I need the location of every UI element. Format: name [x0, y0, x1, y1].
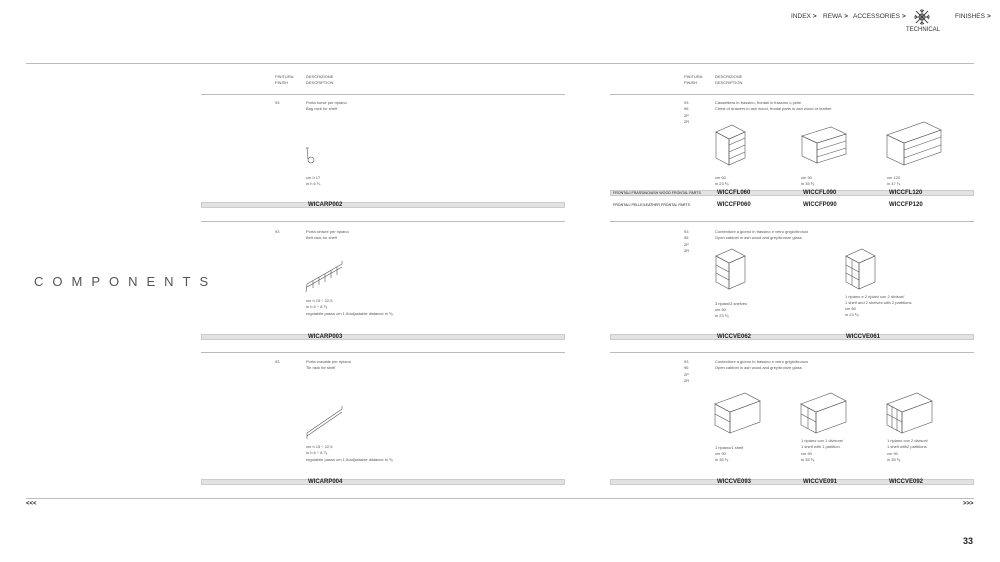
top-rule [26, 63, 974, 64]
finish-code: 2R [684, 378, 690, 383]
dim-line: cm 60 [715, 307, 726, 312]
chest-90-drawing [801, 126, 847, 166]
open-cabinet-093-drawing [714, 392, 762, 434]
product-code: WICCFL090 [803, 190, 837, 196]
dim-line: 1 ripiano/1 shelf [715, 445, 744, 450]
chevron-right-icon: > [901, 13, 906, 20]
frontal-label: FRONTALI FRASSINO/ASH WOOD FRONTAL PARTS [613, 191, 701, 195]
desc-en: Tie rack for shelf [306, 365, 336, 370]
desc-en: Open cabinet in ash wood and grey/bronze glass [715, 235, 802, 240]
open-cabinet-061-drawing [845, 248, 877, 292]
nav-technical-label: TECHNICAL [906, 27, 941, 33]
dim-line: cm 60 [715, 175, 726, 180]
dim-line: cm 120 [887, 175, 901, 180]
dim-line: regolabile passo cm 1,5/adjustable distance in ⁵⁄₈ [306, 457, 393, 462]
finish-code: 2P [684, 113, 689, 118]
nav-rewa-label: REWA [823, 13, 843, 20]
product-code: WICCVE091 [803, 479, 838, 485]
frontal-label: FRONTALI PELLE/LEATHER FRONTAL PARTS [613, 203, 691, 207]
open-cabinet-091-drawing [800, 392, 848, 434]
product-code: WICCVE061 [846, 334, 881, 340]
product-code-bar [201, 334, 565, 340]
desc-it: Porta borse per ripiano [306, 100, 347, 105]
dim-line: cm h 17 [306, 175, 321, 180]
desc-it: Contenitore a giorno in frassino e vetro grigio/bronzo [715, 359, 809, 364]
header-finish: FINITURA FINISH [684, 74, 703, 85]
desc-it: Porta cinture per ripiano [306, 229, 349, 234]
row-rule [201, 221, 565, 222]
nav-accessories[interactable] [853, 13, 906, 20]
desc-en: Bag rack for shelf [306, 106, 338, 111]
desc-en: Chest of drawers in ash wood, frontal parts in ash wood or leather [715, 106, 832, 111]
right-header-rule [610, 94, 974, 95]
dim-line: in h 6 ÷ 8 ⁷⁄₈ [306, 304, 328, 309]
prev-page-button[interactable]: <<< [26, 501, 37, 507]
page-number: 33 [963, 536, 974, 546]
dim-line: 1 shelf with 1 partition [801, 444, 840, 449]
dim-line: 1 ripiano con 2 divisori/ [887, 438, 928, 443]
product-code: WICCFP060 [717, 202, 751, 208]
nav-finishes[interactable] [955, 13, 991, 20]
nav-index-label: INDEX [791, 13, 811, 20]
finish-code: 93 [275, 100, 280, 105]
product-code-bar [610, 479, 974, 485]
desc-en: Belt rack for shelf [306, 235, 337, 240]
finish-code: 2P [684, 242, 689, 247]
finish-code: 93 [684, 229, 689, 234]
product-code-bar [201, 479, 565, 485]
dim-line: in 35 ³⁄₈ [887, 457, 901, 462]
desc-it: Porta cravatte per ripiano [306, 359, 351, 364]
product-code: WICCFL060 [717, 190, 751, 196]
finish-code: 96 [684, 106, 689, 111]
nav-finishes-label: FINISHES [955, 13, 985, 20]
dim-line: in 35 ³⁄₈ [715, 457, 729, 462]
finish-code: 2R [684, 119, 690, 124]
dim-line: in 35 ³⁄₈ [801, 181, 815, 186]
product-code-bar [610, 334, 974, 340]
chest-120-drawing [886, 121, 942, 167]
finish-code: 93 [684, 100, 689, 105]
dim-line: cm h 15 ÷ 22,5 [306, 298, 333, 303]
header-finish: FINITURA FINISH [275, 74, 294, 85]
dim-line: in 23 ⁵⁄₈ [845, 312, 859, 317]
product-code-bar [610, 190, 974, 196]
finish-code: 93 [275, 359, 280, 364]
chevron-right-icon: > [986, 13, 991, 20]
next-page-button[interactable]: >>> [963, 501, 974, 507]
header-description: DESCRIZIONE DESCRIPTION [306, 74, 334, 85]
product-code: WICARP003 [308, 334, 343, 340]
product-code: WICCFL120 [889, 190, 923, 196]
dim-line: in h 6 ÷ 8 ⁷⁄₈ [306, 450, 328, 455]
snowflake-icon [913, 8, 931, 26]
nav-rewa[interactable] [823, 13, 848, 20]
dim-line: cm 60 [845, 306, 856, 311]
open-cabinet-062-drawing [715, 248, 747, 292]
finish-code: 96 [684, 235, 689, 240]
dim-line: in h 6 ³⁄₄ [306, 181, 321, 186]
dim-line: cm h 15 ÷ 22,5 [306, 444, 333, 449]
section-title: COMPONENTS [34, 274, 218, 289]
desc-it: Cassettiera in frassino, frontali in frassino o pelle [715, 100, 802, 105]
product-code: WICCVE062 [717, 334, 752, 340]
finish-code: 96 [684, 365, 689, 370]
dim-line: 1 shelf and 2 shelves with 2 partitions [845, 300, 912, 305]
product-code: WICCVE093 [717, 479, 752, 485]
product-code-bar [610, 202, 974, 208]
nav-index[interactable] [791, 13, 817, 20]
dim-line: in 23 ⁵⁄₈ [715, 313, 729, 318]
dim-line: in 47 ¹⁄₄ [887, 181, 901, 186]
dim-line: 3 ripiani/3 shelves [715, 301, 748, 306]
finish-code: 93 [275, 229, 280, 234]
chevron-right-icon: > [844, 13, 849, 20]
chevron-right-icon: > [812, 13, 817, 20]
row-rule [201, 352, 565, 353]
product-code: WICCFP120 [889, 202, 923, 208]
finish-code: 2P [684, 372, 689, 377]
finish-code: 2R [684, 248, 690, 253]
finish-code: 93 [684, 359, 689, 364]
dim-line: cm 90 [887, 451, 898, 456]
dim-line: regolabile passo cm 1,5/adjustable distance in ⁵⁄₈ [306, 311, 393, 316]
dim-line: 1 shelf with2 partitions [887, 444, 927, 449]
desc-it: Contenitore a giorno in frassino e vetro grigio/bronzo [715, 229, 809, 234]
product-code: WICCVE092 [889, 479, 924, 485]
bottom-rule [26, 498, 974, 499]
bag-rack-drawing [305, 147, 317, 165]
left-header-rule [201, 94, 565, 95]
dim-line: 1 ripiano con 1 divisore/ [801, 438, 844, 443]
chest-60-drawing [715, 124, 747, 168]
nav-technical[interactable] [906, 8, 941, 33]
product-code: WICARP004 [308, 479, 343, 485]
desc-en: Open cabinet in ash wood and grey/bronze glass [715, 365, 802, 370]
dim-line: 1 ripiano e 2 ripiani con 2 divisori/ [845, 294, 905, 299]
header-description: DESCRIZIONE DESCRIPTION [715, 74, 743, 85]
dim-line: in 35 ³⁄₈ [801, 457, 815, 462]
dim-line: cm 90 [715, 451, 726, 456]
row-rule [610, 221, 974, 222]
product-code: WICCFP090 [803, 202, 837, 208]
open-cabinet-092-drawing [886, 392, 934, 434]
belt-rack-drawing [305, 260, 345, 294]
dim-line: cm 90 [801, 451, 812, 456]
row-rule [610, 352, 974, 353]
tie-rack-drawing [305, 405, 345, 441]
product-code: WICARP002 [308, 202, 343, 208]
product-code-bar [201, 202, 565, 208]
dim-line: cm 90 [801, 175, 812, 180]
nav-accessories-label: ACCESSORIES [853, 13, 900, 20]
dim-line: in 23 ⁵⁄₈ [715, 181, 729, 186]
